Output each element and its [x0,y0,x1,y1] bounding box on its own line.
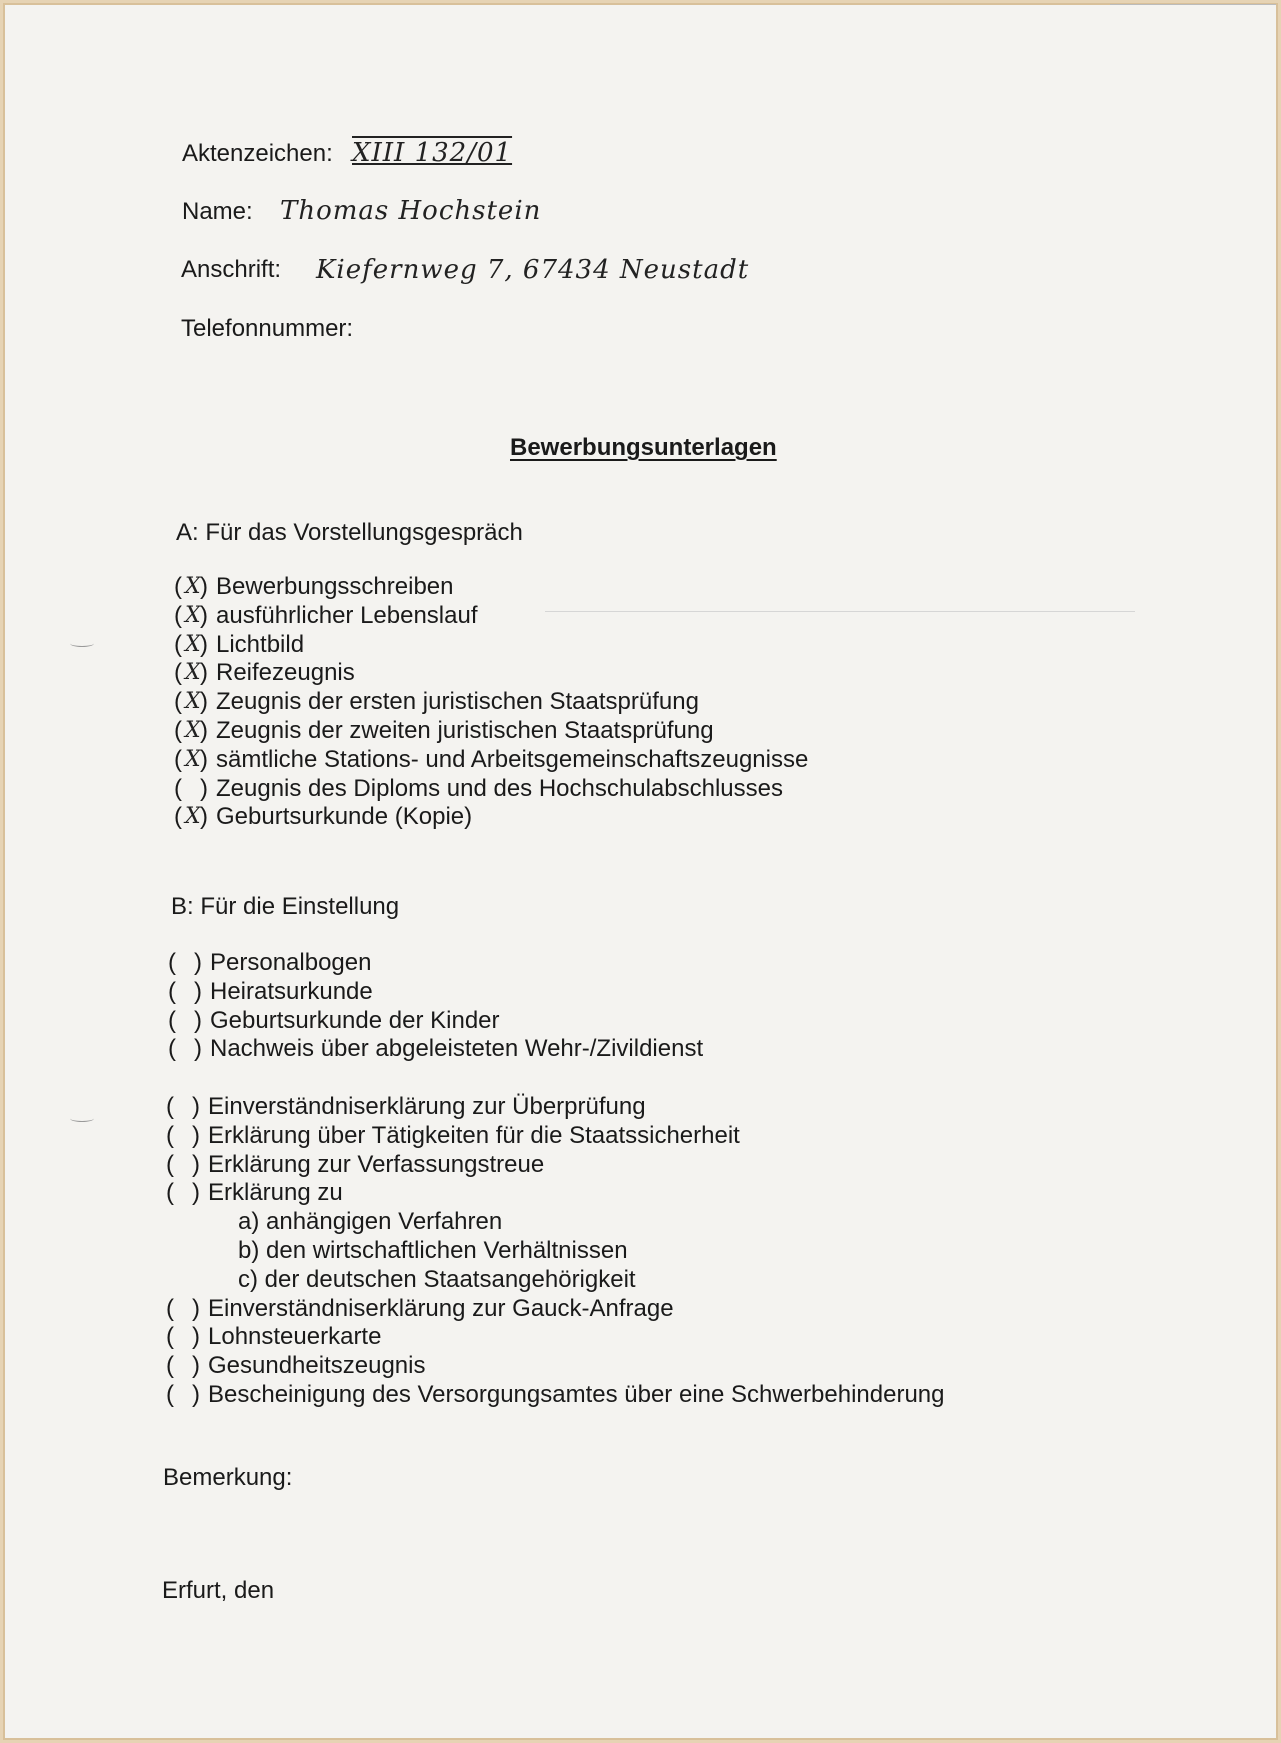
checkbox: ( ) [166,1093,200,1120]
list-item: ( X ) Zeugnis der ersten juristischen Staatsprüfung [174,688,699,716]
scan-edge-line [1110,4,1276,5]
list-item: ( ) Nachweis über abgeleisteten Wehr-/Zivildienst [168,1035,704,1063]
list-subitem: c) der deutschen Staatsangehörigkeit [238,1265,636,1293]
list-item: ( X ) Lichtbild [174,630,305,658]
checkbox: ( ) [168,1035,202,1063]
checkmark: X [185,689,201,715]
checkbox: ( X ) [174,688,208,716]
checkbox: ( X ) [174,601,208,629]
list-item: ( ) Heiratsurkunde [168,977,373,1005]
checkbox: ( X ) [174,573,208,600]
bemerkung-label: Bemerkung: [163,1464,293,1491]
list-item: ( ) Erklärung zu [166,1179,343,1207]
scan-artifact-line [545,611,1135,612]
checkbox: ( ) [166,1121,200,1149]
document-title: Bewerbungsunterlagen [510,434,777,461]
checkmark: X [185,631,201,657]
checkbox: ( ) [166,1179,200,1207]
checkbox: ( ) [166,1323,200,1351]
checkbox: ( ) [168,1006,202,1034]
checkmark: X [185,717,201,743]
list-item: ( X ) Zeugnis der zweiten juristischen Staatsprüfung [174,716,714,744]
checkmark: X [185,660,201,686]
checkmark: X [185,574,201,599]
list-subitem: b) den wirtschaftlichen Verhältnissen [238,1236,628,1264]
checkbox: ( X ) [174,630,208,658]
aktenzeichen-label: Aktenzeichen: [182,140,333,167]
section-b-group2-list [166,1093,945,1410]
name-value: Thomas Hochstein [280,196,542,226]
anschrift-label: Anschrift: [181,256,282,283]
checkbox: ( ) [166,1380,200,1408]
aktenzeichen-value: XIII 132/01 [352,138,513,168]
section-b-heading: B: Für die Einstellung [171,893,400,920]
list-item: ( ) Geburtsurkunde der Kinder [168,1006,500,1034]
checkbox: ( ) [166,1150,200,1178]
list-item: ( ) Einverständniserklärung zur Überprüfung [166,1093,646,1120]
punch-mark [70,1115,94,1122]
checkmark: X [185,602,201,628]
checkbox: ( ) [166,1352,200,1380]
section-a-heading: A: Für das Vorstellungsgespräch [176,519,523,546]
list-item: ( ) Zeugnis des Diploms und des Hochschulabschlusses [174,774,783,802]
telefon-label: Telefonnummer: [181,315,354,342]
list-subitem: a) anhängigen Verfahren [238,1208,503,1236]
list-item: ( ) Erklärung zur Verfassungstreue [166,1150,545,1178]
ort-datum-label: Erfurt, den [162,1577,275,1604]
checkbox: ( ) [168,949,202,976]
list-item: ( ) Personalbogen [168,949,372,976]
list-item: ( ) Erklärung über Tätigkeiten für die Staatssicherheit [166,1121,740,1149]
list-item: ( ) Lohnsteuerkarte [166,1323,382,1351]
name-label: Name: [182,198,253,225]
checkbox: ( X ) [174,745,208,773]
checkbox: ( ) [174,774,208,802]
list-item: ( ) Gesundheitszeugnis [166,1352,426,1380]
list-item: ( X ) Bewerbungsschreiben [174,573,454,600]
checkbox: ( ) [166,1294,200,1322]
checkbox: ( X ) [174,659,208,687]
list-item: ( X ) sämtliche Stations- und Arbeitsgemeinschaftszeugnisse [174,745,809,773]
list-item: ( X ) ausführlicher Lebenslauf [174,601,478,629]
checkbox: ( X ) [174,803,208,831]
anschrift-value: Kiefernweg 7, 67434 Neustadt [316,255,750,285]
checkmark: X [185,746,201,772]
list-item: ( X ) Geburtsurkunde (Kopie) [174,803,473,831]
checkbox: ( ) [168,977,202,1005]
section-b-group1-list [168,949,703,1064]
checkmark: X [185,804,201,830]
punch-mark [70,640,94,647]
list-item: ( X ) Reifezeugnis [174,659,355,687]
list-item: ( ) Einverständniserklärung zur Gauck-Anfrage [166,1294,674,1322]
list-item: ( ) Bescheinigung des Versorgungsamtes über eine Schwerbehinderung [166,1380,945,1408]
checkbox: ( X ) [174,716,208,744]
